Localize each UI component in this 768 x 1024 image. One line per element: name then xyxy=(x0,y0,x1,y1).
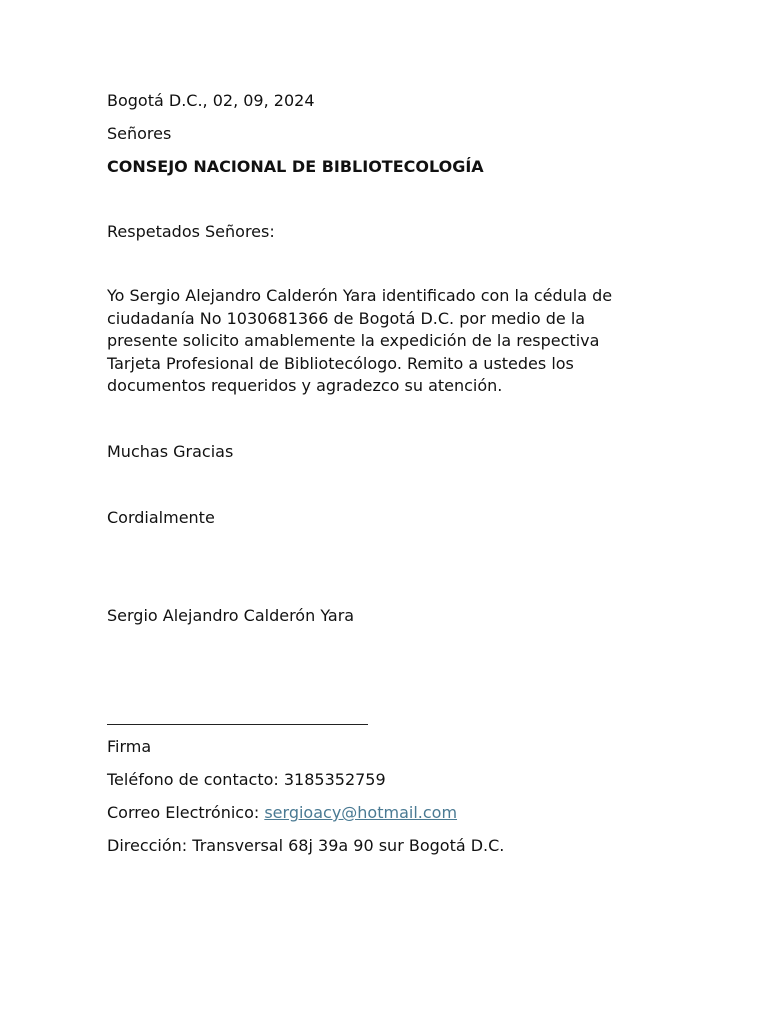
salutation: Respetados Señores: xyxy=(107,222,275,241)
body-line: Yo Sergio Alejandro Calderón Yara identificado con la cédula de xyxy=(107,286,613,305)
phone-line xyxy=(107,770,386,790)
body-line: ciudadanía No 1030681366 de Bogotá D.C. por medio de la xyxy=(107,308,586,328)
address-label: Dirección: xyxy=(107,836,193,855)
signature-label: Firma xyxy=(107,737,152,756)
letter-body xyxy=(107,285,642,398)
email-line xyxy=(107,803,457,823)
email-label: Correo Electrónico: xyxy=(107,803,265,822)
letter-date: Bogotá D.C., 02, 09, 2024 xyxy=(107,91,315,110)
organization-title: CONSEJO NACIONAL DE BIBLIOTECOLOGÍA xyxy=(107,157,484,176)
signature-line xyxy=(107,724,368,725)
address-value: Transversal 68j 39a 90 sur Bogotá D.C. xyxy=(192,836,505,855)
sender-name: Sergio Alejandro Calderón Yara xyxy=(107,606,355,625)
addressee: Señores xyxy=(107,124,172,143)
address-line xyxy=(107,836,504,856)
phone-label: Teléfono de contacto: xyxy=(107,770,284,789)
closing-line: Cordialmente xyxy=(107,508,215,527)
body-line: presente solicito amablemente la expedición de la respectiva xyxy=(107,331,600,350)
phone-value: 3185352759 xyxy=(283,770,386,789)
body-line: documentos requeridos y agradezco su atención. xyxy=(107,376,503,395)
body-line: Tarjeta Profesional de Bibliotecólogo. Remito a ustedes los xyxy=(107,353,574,373)
thanks-line: Muchas Gracias xyxy=(107,442,234,461)
email-link[interactable]: sergioacy@hotmail.com xyxy=(264,803,458,822)
